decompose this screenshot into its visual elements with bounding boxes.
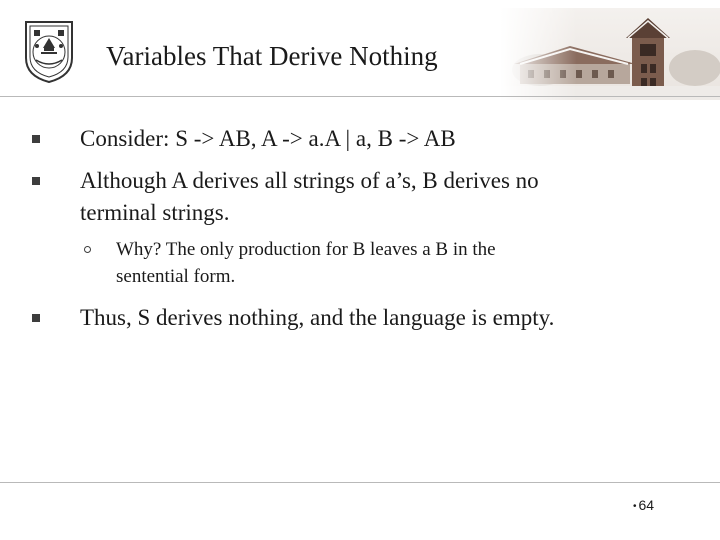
bullet-3-text: Thus, S derives nothing, and the language is empty.: [80, 305, 555, 330]
page-number-dot: •: [633, 501, 637, 512]
footer-rule: [0, 482, 720, 483]
bullet-2-text-line2: terminal strings.: [80, 200, 230, 225]
page-number: [633, 497, 654, 513]
building-tower-photo: [500, 8, 720, 100]
university-seal-icon: [22, 18, 76, 84]
sub-bullet-text-line1: Why? The only production for B leaves a B in the: [116, 239, 496, 260]
square-bullet-icon: [32, 314, 40, 322]
square-bullet-icon: [32, 177, 40, 185]
hollow-circle-bullet-icon: [84, 246, 91, 253]
slide-title: Variables That Derive Nothing: [106, 41, 438, 71]
square-bullet-icon: [32, 135, 40, 143]
sub-bullet-text-line2: sentential form.: [116, 266, 236, 287]
bullet-2-text-line1: Although A derives all strings of a’s, B derives no: [80, 168, 539, 193]
bullet-1-text: Consider: S -> AB, A -> a.A | a, B -> AB: [80, 126, 456, 151]
header-rule: [0, 96, 720, 97]
page-number-value: 64: [638, 497, 655, 513]
